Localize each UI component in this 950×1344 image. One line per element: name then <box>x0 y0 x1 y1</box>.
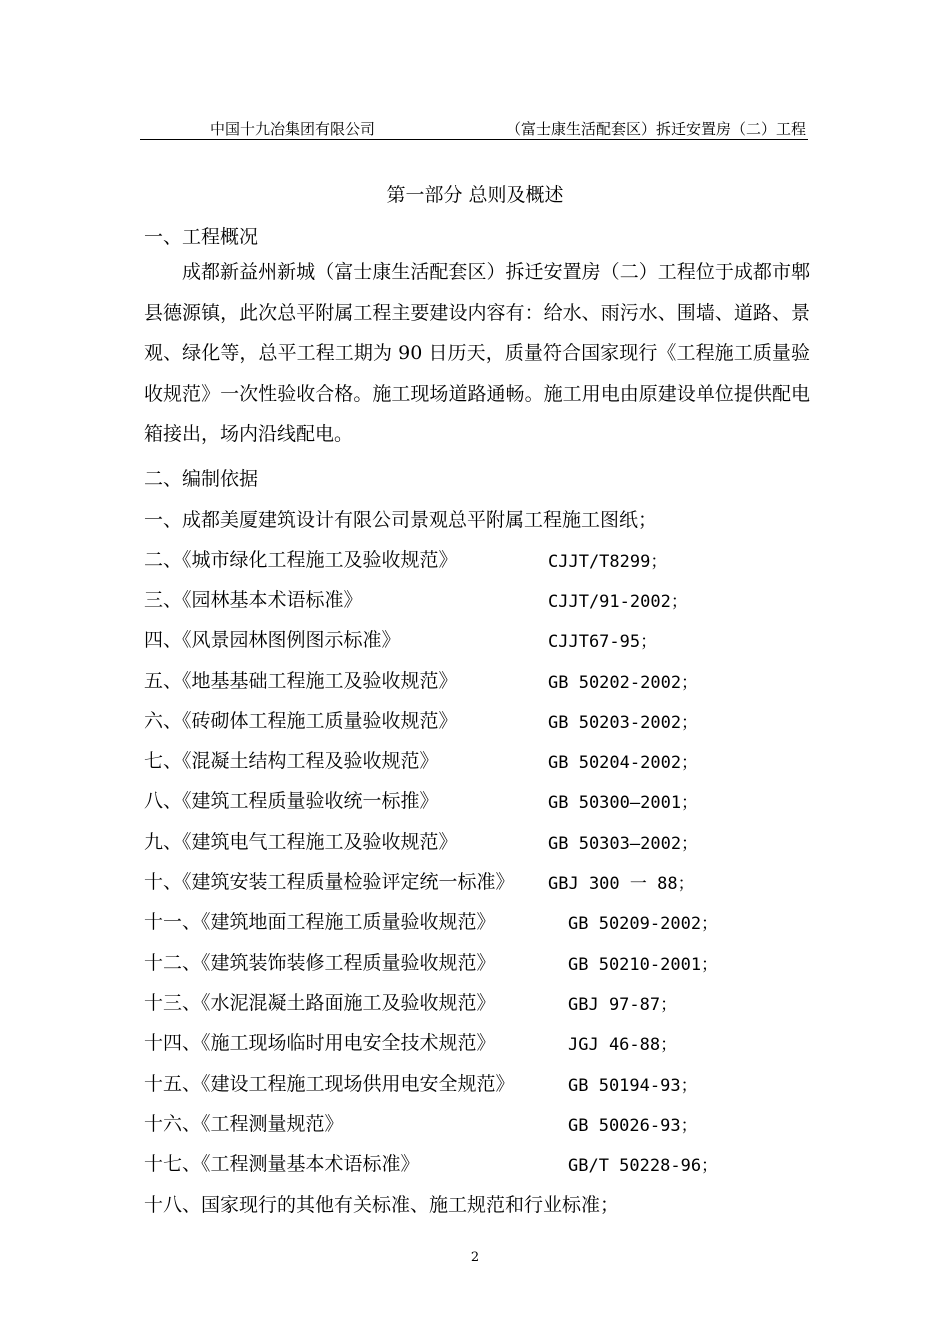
reference-item: 十一、《建筑地面工程施工质量验收规范》 <box>144 911 496 933</box>
reference-item: 十七、《工程测量基本术语标准》 <box>144 1153 420 1175</box>
reference-code: CJJT/T8299； <box>548 552 668 572</box>
reference-code: GB 50026-93； <box>568 1116 698 1136</box>
reference-code: CJJT/91-2002； <box>548 592 688 612</box>
reference-item: 一、成都美厦建筑设计有限公司景观总平附属工程施工图纸； <box>144 509 658 531</box>
reference-code: JGJ 46-88； <box>568 1035 678 1055</box>
overview-paragraph: 成都新益州新城（富士康生活配套区）拆迁安置房（二）工程位于成都市郫县德源镇，此次总平附属工程主要建设内容有：给水、雨污水、围墙、道路、景观、绿化等，总平工程工期为 90 日历天，质量符合国家现行《工程施工质量验收规范》一次性验收合格。施工现场道路通畅。施工用电由原建设单位提供配电箱接出，场内沿线配电。 <box>144 261 810 445</box>
reference-code: GB 50210-2001； <box>568 955 719 975</box>
reference-item: 十八、国家现行的其他有关标准、施工规范和行业标准； <box>144 1194 620 1216</box>
reference-item: 七、《混凝土结构工程及验收规范》 <box>144 750 439 772</box>
header-rule <box>140 139 808 140</box>
reference-code: GB 50209-2002； <box>568 914 719 934</box>
reference-item: 三、《园林基本术语标准》 <box>144 589 363 611</box>
reference-code: GB 50300—2001； <box>548 793 699 813</box>
reference-item: 十四、《施工现场临时用电安全技术规范》 <box>144 1032 496 1054</box>
reference-code: GB 50203-2002； <box>548 713 699 733</box>
reference-code: GBJ 97-87； <box>568 995 678 1015</box>
reference-item: 四、《风景园林图例图示标准》 <box>144 629 401 651</box>
reference-item: 十三、《水泥混凝土路面施工及验收规范》 <box>144 992 496 1014</box>
reference-item: 十、《建筑安装工程质量检验评定统一标准》 <box>144 871 515 893</box>
reference-item: 十六、《工程测量规范》 <box>144 1113 344 1135</box>
reference-code: CJJT67-95； <box>548 632 658 652</box>
reference-item: 六、《砖砌体工程施工质量验收规范》 <box>144 710 458 732</box>
reference-code: GB 50202-2002； <box>548 673 699 693</box>
reference-code: GB 50194-93； <box>568 1076 698 1096</box>
reference-item: 十二、《建筑装饰装修工程质量验收规范》 <box>144 952 496 974</box>
page-header <box>140 118 808 140</box>
page-number: 2 <box>470 1250 480 1265</box>
reference-code: GB 50204-2002； <box>548 753 699 773</box>
section-heading-basis: 二、编制依据 <box>144 468 259 490</box>
reference-item: 五、《地基基础工程施工及验收规范》 <box>144 670 458 692</box>
reference-item: 十五、《建设工程施工现场供用电安全规范》 <box>144 1073 515 1095</box>
reference-code: GB 50303—2002； <box>548 834 699 854</box>
reference-item: 二、《城市绿化工程施工及验收规范》 <box>144 549 458 571</box>
page-title: 第一部分 总则及概述 <box>386 184 564 206</box>
reference-item: 九、《建筑电气工程施工及验收规范》 <box>144 831 458 853</box>
reference-item: 八、《建筑工程质量验收统一标推》 <box>144 790 439 812</box>
reference-code: GB/T 50228-96； <box>568 1156 719 1176</box>
section-heading-overview: 一、工程概况 <box>144 226 259 248</box>
header-project: （富士康生活配套区）拆迁安置房（二）工程 <box>505 120 806 138</box>
reference-code: GBJ 300 一 88； <box>548 874 695 894</box>
header-company: 中国十九冶集团有限公司 <box>210 120 376 138</box>
